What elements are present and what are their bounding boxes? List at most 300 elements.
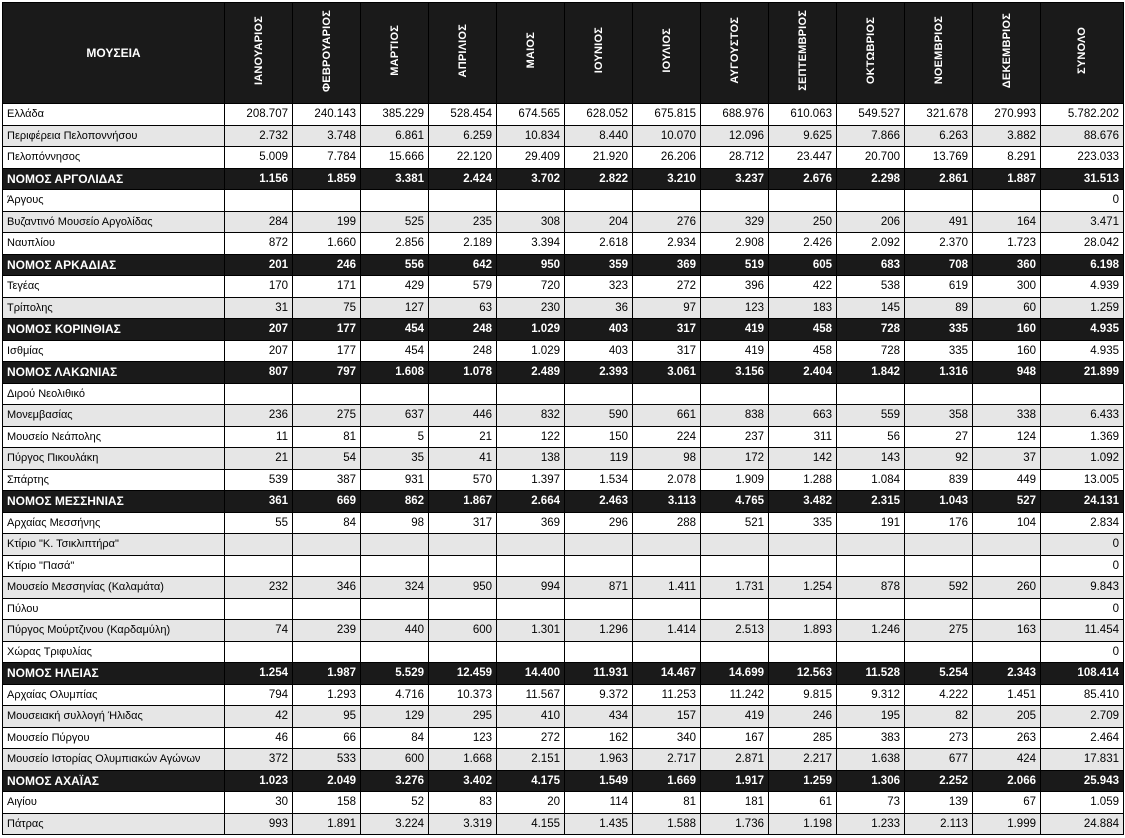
column-header-month [837, 3, 905, 104]
month-value-cell: 63 [429, 297, 497, 319]
month-value-cell [973, 534, 1041, 556]
column-header-month [633, 3, 701, 104]
month-value-cell: 446 [429, 405, 497, 427]
month-value-cell: 1.638 [837, 749, 905, 771]
month-value-cell: 89 [905, 297, 973, 319]
month-value-cell: 383 [837, 727, 905, 749]
month-value-cell: 162 [565, 727, 633, 749]
month-value-cell: 270.993 [973, 104, 1041, 126]
column-header-month [701, 3, 769, 104]
column-header-month [905, 3, 973, 104]
month-value-cell: 7.866 [837, 125, 905, 147]
month-value-cell [701, 383, 769, 405]
month-value-cell: 239 [293, 620, 361, 642]
month-value-cell: 81 [293, 426, 361, 448]
month-value-cell: 688.976 [701, 104, 769, 126]
month-value-cell: 6.263 [905, 125, 973, 147]
month-value-cell: 3.061 [633, 362, 701, 384]
month-value-cell: 157 [633, 706, 701, 728]
row-label: Βυζαντινό Μουσείο Αργολίδας [3, 211, 225, 233]
month-value-cell: 123 [701, 297, 769, 319]
month-value-cell: 1.859 [293, 168, 361, 190]
table-row [3, 125, 1124, 147]
month-value-cell: 74 [225, 620, 293, 642]
month-value-cell: 104 [973, 512, 1041, 534]
row-label: ΝΟΜΟΣ ΗΛΕΙΑΣ [3, 663, 225, 685]
month-value-cell: 5.009 [225, 147, 293, 169]
month-value-cell: 285 [769, 727, 837, 749]
column-header-label: ΟΚΤΩΒΡΙΟΣ [864, 16, 877, 85]
month-value-cell: 3.224 [361, 813, 429, 835]
month-value-cell [225, 534, 293, 556]
month-value-cell: 675.815 [633, 104, 701, 126]
total-value-cell: 88.676 [1041, 125, 1124, 147]
prefecture-row [3, 168, 1124, 190]
row-label: ΝΟΜΟΣ ΚΟΡΙΝΘΙΑΣ [3, 319, 225, 341]
month-value-cell: 11.253 [633, 684, 701, 706]
month-value-cell [565, 641, 633, 663]
month-value-cell: 2.424 [429, 168, 497, 190]
month-value-cell [225, 598, 293, 620]
month-value-cell: 2.489 [497, 362, 565, 384]
row-label: Αρχαίας Ολυμπίας [3, 684, 225, 706]
month-value-cell: 42 [225, 706, 293, 728]
month-value-cell: 8.291 [973, 147, 1041, 169]
month-value-cell: 75 [293, 297, 361, 319]
month-value-cell [497, 383, 565, 405]
month-value-cell: 369 [633, 254, 701, 276]
month-value-cell [361, 641, 429, 663]
month-value-cell [769, 598, 837, 620]
month-value-cell: 361 [225, 491, 293, 513]
month-value-cell: 183 [769, 297, 837, 319]
month-value-cell: 9.372 [565, 684, 633, 706]
month-value-cell: 84 [293, 512, 361, 534]
month-value-cell: 124 [973, 426, 1041, 448]
month-value-cell: 13.769 [905, 147, 973, 169]
total-value-cell [1041, 383, 1124, 405]
row-label: Ελλάδα [3, 104, 225, 126]
month-value-cell [361, 383, 429, 405]
row-label: Αρχαίας Μεσσήνης [3, 512, 225, 534]
month-value-cell: 419 [701, 340, 769, 362]
table-row [3, 276, 1124, 298]
month-value-cell: 92 [905, 448, 973, 470]
month-value-cell: 3.156 [701, 362, 769, 384]
row-label: Κτίριο "Κ. Τσικλιπτήρα" [3, 534, 225, 556]
month-value-cell: 172 [701, 448, 769, 470]
month-value-cell [905, 598, 973, 620]
month-value-cell: 1.397 [497, 469, 565, 491]
month-value-cell: 1.414 [633, 620, 701, 642]
total-value-cell: 9.843 [1041, 577, 1124, 599]
month-value-cell: 21.920 [565, 147, 633, 169]
month-value-cell: 3.276 [361, 770, 429, 792]
row-label: Μονεμβασίας [3, 405, 225, 427]
total-value-cell: 108.414 [1041, 663, 1124, 685]
table-header [3, 3, 1124, 104]
month-value-cell: 20.700 [837, 147, 905, 169]
month-value-cell: 605 [769, 254, 837, 276]
table-row [3, 104, 1124, 126]
month-value-cell: 311 [769, 426, 837, 448]
total-value-cell: 28.042 [1041, 233, 1124, 255]
row-label: Πύργος Μούρτζινου (Καρδαμύλη) [3, 620, 225, 642]
month-value-cell: 1.078 [429, 362, 497, 384]
month-value-cell: 619 [905, 276, 973, 298]
month-value-cell: 207 [225, 319, 293, 341]
month-value-cell: 143 [837, 448, 905, 470]
month-value-cell: 236 [225, 405, 293, 427]
total-value-cell: 5.782.202 [1041, 104, 1124, 126]
column-header-label: ΣΥΝΟΛΟ [1076, 27, 1088, 74]
table-row [3, 147, 1124, 169]
month-value-cell: 559 [837, 405, 905, 427]
prefecture-row [3, 491, 1124, 513]
table-row [3, 233, 1124, 255]
table-row [3, 684, 1124, 706]
month-value-cell [225, 190, 293, 212]
column-header-month [497, 3, 565, 104]
month-value-cell: 160 [973, 319, 1041, 341]
month-value-cell: 2.934 [633, 233, 701, 255]
month-value-cell: 3.402 [429, 770, 497, 792]
month-value-cell: 324 [361, 577, 429, 599]
month-value-cell [905, 555, 973, 577]
month-value-cell: 230 [497, 297, 565, 319]
month-value-cell: 1.891 [293, 813, 361, 835]
column-header-total [1041, 3, 1124, 104]
month-value-cell: 6.861 [361, 125, 429, 147]
row-label: Πάτρας [3, 813, 225, 835]
table-row [3, 555, 1124, 577]
month-value-cell: 2.393 [565, 362, 633, 384]
month-value-cell [769, 555, 837, 577]
month-value-cell: 3.748 [293, 125, 361, 147]
total-value-cell: 2.709 [1041, 706, 1124, 728]
month-value-cell: 114 [565, 792, 633, 814]
month-value-cell: 26.206 [633, 147, 701, 169]
total-value-cell: 6.198 [1041, 254, 1124, 276]
table-row [3, 534, 1124, 556]
month-value-cell: 181 [701, 792, 769, 814]
total-value-cell: 2.834 [1041, 512, 1124, 534]
row-label: Τεγέας [3, 276, 225, 298]
month-value-cell: 429 [361, 276, 429, 298]
month-value-cell [225, 555, 293, 577]
month-value-cell: 7.784 [293, 147, 361, 169]
month-value-cell: 232 [225, 577, 293, 599]
month-value-cell: 14.467 [633, 663, 701, 685]
month-value-cell: 950 [497, 254, 565, 276]
month-value-cell [361, 598, 429, 620]
month-value-cell [701, 598, 769, 620]
month-value-cell: 419 [701, 319, 769, 341]
month-value-cell: 539 [225, 469, 293, 491]
month-value-cell [565, 383, 633, 405]
month-value-cell [973, 555, 1041, 577]
month-value-cell: 67 [973, 792, 1041, 814]
month-value-cell: 167 [701, 727, 769, 749]
month-value-cell: 1.668 [429, 749, 497, 771]
month-value-cell: 410 [497, 706, 565, 728]
month-value-cell: 240.143 [293, 104, 361, 126]
month-value-cell: 4.765 [701, 491, 769, 513]
month-value-cell: 138 [497, 448, 565, 470]
month-value-cell: 119 [565, 448, 633, 470]
month-value-cell: 2.049 [293, 770, 361, 792]
month-value-cell: 176 [905, 512, 973, 534]
month-value-cell: 206 [837, 211, 905, 233]
month-value-cell: 1.723 [973, 233, 1041, 255]
month-value-cell: 1.549 [565, 770, 633, 792]
month-value-cell: 11 [225, 426, 293, 448]
month-value-cell: 317 [429, 512, 497, 534]
month-value-cell: 41 [429, 448, 497, 470]
month-value-cell: 1.999 [973, 813, 1041, 835]
month-value-cell: 434 [565, 706, 633, 728]
month-value-cell: 9.815 [769, 684, 837, 706]
month-value-cell: 1.731 [701, 577, 769, 599]
month-value-cell: 458 [769, 319, 837, 341]
month-value-cell: 9.625 [769, 125, 837, 147]
month-value-cell: 335 [769, 512, 837, 534]
month-value-cell: 11.931 [565, 663, 633, 685]
month-value-cell: 46 [225, 727, 293, 749]
month-value-cell: 208.707 [225, 104, 293, 126]
month-value-cell: 52 [361, 792, 429, 814]
month-value-cell: 642 [429, 254, 497, 276]
row-label: ΝΟΜΟΣ ΑΡΓΟΛΙΔΑΣ [3, 168, 225, 190]
prefecture-row [3, 319, 1124, 341]
month-value-cell: 1.246 [837, 620, 905, 642]
month-value-cell: 15.666 [361, 147, 429, 169]
month-value-cell [769, 383, 837, 405]
column-header-label: ΣΕΠΤΕΜΒΡΙΟΣ [796, 10, 809, 91]
column-header-label: ΝΟΕΜΒΡΙΟΣ [932, 16, 945, 85]
month-value-cell: 637 [361, 405, 429, 427]
month-value-cell: 54 [293, 448, 361, 470]
month-value-cell: 358 [905, 405, 973, 427]
column-header-label: ΙΑΝΟΥΑΡΙΟΣ [252, 15, 265, 86]
row-label: ΝΟΜΟΣ ΑΧΑΪΑΣ [3, 770, 225, 792]
month-value-cell: 22.120 [429, 147, 497, 169]
month-value-cell: 669 [293, 491, 361, 513]
month-value-cell: 1.288 [769, 469, 837, 491]
month-value-cell: 11.567 [497, 684, 565, 706]
month-value-cell: 170 [225, 276, 293, 298]
row-label: Μουσείο Ιστορίας Ολυμπιακών Αγώνων [3, 749, 225, 771]
month-value-cell: 579 [429, 276, 497, 298]
month-value-cell: 1.293 [293, 684, 361, 706]
month-value-cell: 10.070 [633, 125, 701, 147]
month-value-cell: 950 [429, 577, 497, 599]
month-value-cell: 708 [905, 254, 973, 276]
month-value-cell [225, 641, 293, 663]
month-value-cell: 797 [293, 362, 361, 384]
month-value-cell [633, 190, 701, 212]
month-value-cell: 2.618 [565, 233, 633, 255]
month-value-cell [633, 598, 701, 620]
column-header-month [769, 3, 837, 104]
month-value-cell: 1.254 [769, 577, 837, 599]
month-value-cell: 23.447 [769, 147, 837, 169]
month-value-cell: 872 [225, 233, 293, 255]
month-value-cell: 2.370 [905, 233, 973, 255]
month-value-cell: 2.822 [565, 168, 633, 190]
month-value-cell [905, 383, 973, 405]
month-value-cell: 1.411 [633, 577, 701, 599]
month-value-cell [973, 598, 1041, 620]
month-value-cell: 177 [293, 319, 361, 341]
month-value-cell: 3.882 [973, 125, 1041, 147]
month-value-cell: 340 [633, 727, 701, 749]
month-value-cell: 521 [701, 512, 769, 534]
month-value-cell: 127 [361, 297, 429, 319]
month-value-cell: 549.527 [837, 104, 905, 126]
month-value-cell: 871 [565, 577, 633, 599]
month-value-cell: 2.717 [633, 749, 701, 771]
column-header-label: ΜΑΙΟΣ [524, 32, 537, 69]
month-value-cell: 295 [429, 706, 497, 728]
month-value-cell: 31 [225, 297, 293, 319]
month-value-cell: 21 [225, 448, 293, 470]
month-value-cell: 359 [565, 254, 633, 276]
month-value-cell [769, 190, 837, 212]
month-value-cell: 832 [497, 405, 565, 427]
total-value-cell: 85.410 [1041, 684, 1124, 706]
total-value-cell: 0 [1041, 555, 1124, 577]
table-row [3, 448, 1124, 470]
total-value-cell: 21.899 [1041, 362, 1124, 384]
month-value-cell: 491 [905, 211, 973, 233]
total-value-cell: 1.059 [1041, 792, 1124, 814]
month-value-cell: 1.669 [633, 770, 701, 792]
month-value-cell: 3.319 [429, 813, 497, 835]
month-value-cell: 10.834 [497, 125, 565, 147]
month-value-cell: 2.078 [633, 469, 701, 491]
month-value-cell: 98 [361, 512, 429, 534]
month-value-cell [837, 598, 905, 620]
month-value-cell: 396 [701, 276, 769, 298]
month-value-cell [429, 598, 497, 620]
total-value-cell: 24.884 [1041, 813, 1124, 835]
month-value-cell: 994 [497, 577, 565, 599]
month-value-cell: 878 [837, 577, 905, 599]
month-value-cell [565, 598, 633, 620]
row-label: Μουσειακή συλλογή Ήλιδας [3, 706, 225, 728]
month-value-cell: 207 [225, 340, 293, 362]
total-value-cell: 0 [1041, 534, 1124, 556]
month-value-cell: 1.893 [769, 620, 837, 642]
month-value-cell: 335 [905, 319, 973, 341]
row-label: Μουσείο Πύργου [3, 727, 225, 749]
month-value-cell: 2.676 [769, 168, 837, 190]
month-value-cell: 1.451 [973, 684, 1041, 706]
month-value-cell: 369 [497, 512, 565, 534]
month-value-cell: 422 [769, 276, 837, 298]
month-value-cell: 55 [225, 512, 293, 534]
month-value-cell [769, 641, 837, 663]
month-value-cell: 3.237 [701, 168, 769, 190]
month-value-cell: 14.400 [497, 663, 565, 685]
month-value-cell: 321.678 [905, 104, 973, 126]
month-value-cell: 1.029 [497, 340, 565, 362]
column-header-label: ΔΕΚΕΜΒΡΙΟΣ [1000, 12, 1013, 89]
month-value-cell [429, 383, 497, 405]
month-value-cell: 424 [973, 749, 1041, 771]
month-value-cell: 82 [905, 706, 973, 728]
month-value-cell: 948 [973, 362, 1041, 384]
month-value-cell: 35 [361, 448, 429, 470]
row-label: Διρού Νεολιθικό [3, 383, 225, 405]
month-value-cell: 177 [293, 340, 361, 362]
column-header-label: ΙΟΥΝΙΟΣ [592, 27, 605, 74]
month-value-cell: 323 [565, 276, 633, 298]
month-value-cell: 276 [633, 211, 701, 233]
month-value-cell: 237 [701, 426, 769, 448]
month-value-cell: 12.563 [769, 663, 837, 685]
column-header-month [973, 3, 1041, 104]
month-value-cell: 1.316 [905, 362, 973, 384]
month-value-cell: 11.242 [701, 684, 769, 706]
total-value-cell: 11.454 [1041, 620, 1124, 642]
month-value-cell: 2.732 [225, 125, 293, 147]
total-value-cell: 25.943 [1041, 770, 1124, 792]
month-value-cell [973, 641, 1041, 663]
month-value-cell: 27 [905, 426, 973, 448]
row-label: Αιγίου [3, 792, 225, 814]
month-value-cell: 5.254 [905, 663, 973, 685]
row-label: Ισθμίας [3, 340, 225, 362]
row-label: Πύλου [3, 598, 225, 620]
month-value-cell: 296 [565, 512, 633, 534]
month-value-cell [905, 641, 973, 663]
month-value-cell [497, 641, 565, 663]
total-value-cell: 13.005 [1041, 469, 1124, 491]
month-value-cell: 329 [701, 211, 769, 233]
month-value-cell: 1.842 [837, 362, 905, 384]
month-value-cell: 122 [497, 426, 565, 448]
month-value-cell: 1.296 [565, 620, 633, 642]
month-value-cell: 1.987 [293, 663, 361, 685]
month-value-cell [701, 641, 769, 663]
prefecture-row [3, 254, 1124, 276]
month-value-cell [293, 598, 361, 620]
month-value-cell [973, 190, 1041, 212]
month-value-cell: 993 [225, 813, 293, 835]
month-value-cell: 458 [769, 340, 837, 362]
month-value-cell [633, 555, 701, 577]
month-value-cell: 346 [293, 577, 361, 599]
month-value-cell: 570 [429, 469, 497, 491]
month-value-cell: 1.736 [701, 813, 769, 835]
month-value-cell: 839 [905, 469, 973, 491]
total-value-cell: 4.939 [1041, 276, 1124, 298]
row-label: Κτίριο "Πασά" [3, 555, 225, 577]
column-header-museums: ΜΟΥΣΕΙΑ [3, 3, 225, 104]
row-label: Μουσείο Μεσσηνίας (Καλαμάτα) [3, 577, 225, 599]
month-value-cell: 1.917 [701, 770, 769, 792]
month-value-cell: 338 [973, 405, 1041, 427]
month-value-cell: 83 [429, 792, 497, 814]
month-value-cell: 36 [565, 297, 633, 319]
column-header-month [361, 3, 429, 104]
month-value-cell: 4.222 [905, 684, 973, 706]
table-row [3, 426, 1124, 448]
month-value-cell [293, 555, 361, 577]
total-value-cell: 2.464 [1041, 727, 1124, 749]
